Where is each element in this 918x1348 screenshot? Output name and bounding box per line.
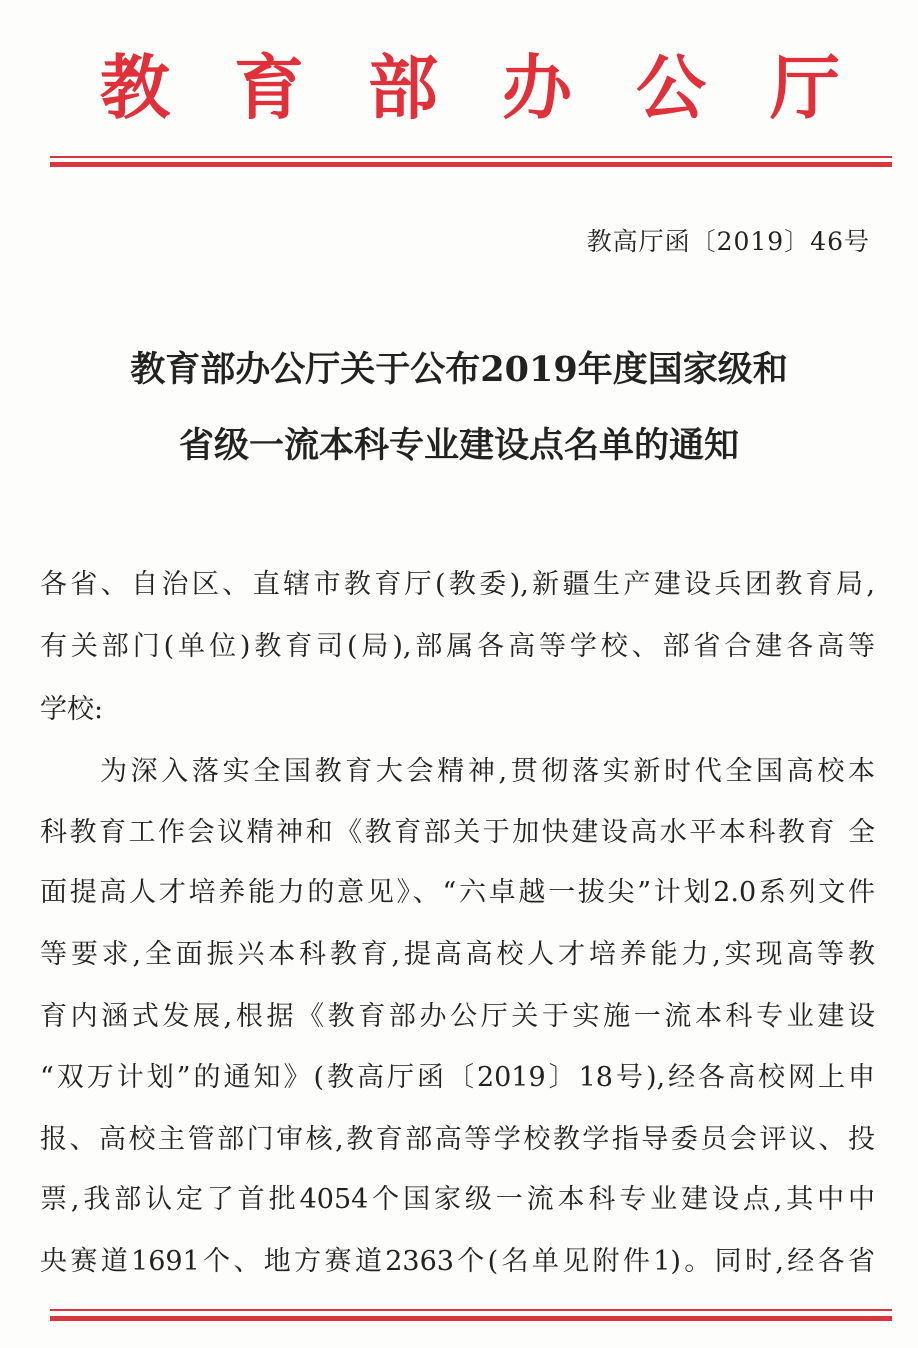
letterhead-char: 厅 <box>770 47 840 129</box>
body-line: 学校: <box>40 694 104 725</box>
document-title-line: 省级一流本科专业建设点名单的通知 <box>178 425 739 466</box>
letterhead-char: 教 <box>100 47 170 129</box>
letterhead <box>100 40 840 136</box>
letterhead-char: 公 <box>636 47 706 129</box>
body-line: 各省、自治区、直辖市教育厅(教委),新疆生产建设兵团教育局, <box>40 569 875 600</box>
letterhead-char: 育 <box>234 47 304 129</box>
document-title-line: 教育部办公厅关于公布2019年度国家级和 <box>130 349 788 390</box>
body-line: 为深入落实全国教育大会精神,贯彻落实新时代全国高校本 <box>100 756 875 787</box>
body-line: 育内涵式发展,根据《教育部办公厅关于实施一流本科专业建设 <box>40 1001 875 1032</box>
header-rule-thin <box>50 156 892 158</box>
body-line: 科教育工作会议精神和《教育部关于加快建设高水平本科教育 全 <box>40 817 875 848</box>
body-line: 票,我部认定了首批4054个国家级一流本科专业建设点,其中中 <box>40 1184 875 1215</box>
body-line: 有关部门(单位)教育司(局),部属各高等学校、部省合建各高等 <box>40 631 875 662</box>
body-line: 报、高校主管部门审核,教育部高等学校教学指导委员会评议、投 <box>40 1124 875 1155</box>
body-line: 面提高人才培养能力的意见》、“六卓越一拔尖”计划2.0系列文件 <box>40 877 875 908</box>
body-line: 等要求,全面振兴本科教育,提高高校人才培养能力,实现高等教 <box>40 939 875 970</box>
letterhead-char: 办 <box>502 47 572 129</box>
header-rule-thick <box>50 162 892 167</box>
footer-rule-thick <box>50 1316 892 1321</box>
letterhead-char: 部 <box>368 47 438 129</box>
body-line: “双万计划”的通知》(教高厅函〔2019〕18号),经各高校网上申 <box>40 1062 875 1093</box>
document-number: 教高厅函〔2019〕46号 <box>586 227 870 256</box>
footer-rule-thin <box>50 1309 892 1311</box>
body-line: 央赛道1691个、地方赛道2363个(名单见附件1)。同时,经各省 <box>40 1246 875 1277</box>
